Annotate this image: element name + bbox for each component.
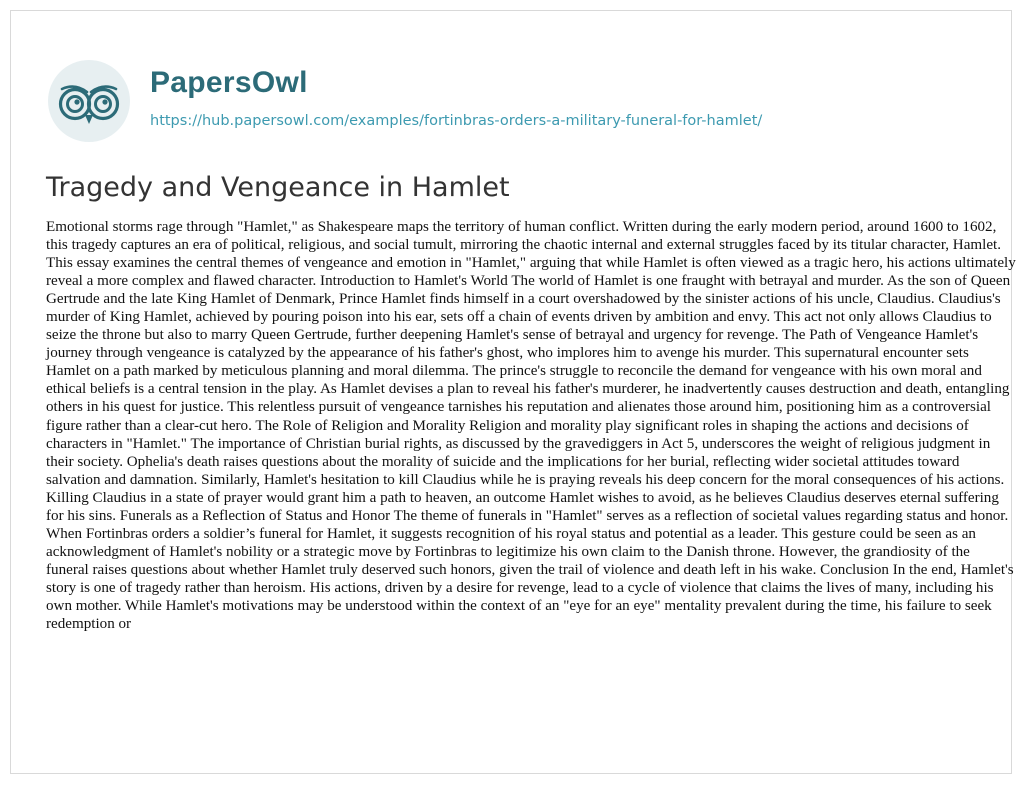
- brand-name: PapersOwl: [150, 66, 308, 99]
- brand-block: [150, 66, 763, 131]
- page-title: Tragedy and Vengeance in Hamlet: [46, 172, 510, 203]
- owl-eyes-logo-icon: [46, 58, 132, 144]
- article-body: Emotional storms rage through "Hamlet," as Shakespeare maps the territory of human conflict. Written during the early modern period, around 1600 to 1602, this tragedy captures an era of political, religious, and social tumult, mirroring the chaotic internal and external struggles faced by its titular character, Hamlet. This essay examines the central themes of vengeance and emotion in "Hamlet," arguing that while Hamlet is often viewed as a tragic hero, his actions ultimately reveal a more complex and flawed character. Introduction to Hamlet's World The world of Hamlet is one fraught with betrayal and murder. As the son of Queen Gertrude and the late King Hamlet of Denmark, Prince Hamlet finds himself in a court overshadowed by the sinister actions of his uncle, Claudius. Claudius's murder of King Hamlet, achieved by pouring poison into his ear, sets off a chain of events driven by ambition and envy. This act not only allows Claudius to seize the throne but also to marry Queen Gertrude, further deepening Hamlet's sense of betrayal and urgency for revenge. The Path of Vengeance Hamlet's journey through vengeance is catalyzed by the appearance of his father's ghost, who implores him to avenge his murder. This supernatural encounter sets Hamlet on a path marked by meticulous planning and moral dilemma. The prince's struggle to reconcile the demand for vengeance with his own moral and ethical beliefs is a central tension in the play. As Hamlet devises a plan to reveal his father's murderer, he inadvertently causes destruction and death, entangling others in his quest for justice. This relentless pursuit of vengeance tarnishes his reputation and alienates those around him, positioning him as a controversial figure rather than a clear-cut hero. The Role of Religion and Morality Religion and morality play significant roles in shaping the actions and decisions of characters in "Hamlet." The importance of Christian burial rights, as discussed by the gravediggers in Act 5, underscores the weight of religious judgment in their society. Ophelia's death raises questions about the morality of suicide and the implications for her burial, reflecting wider societal attitudes toward salvation and damnation. Similarly, Hamlet's hesitation to kill Claudius while he is praying reveals his deep concern for the moral consequences of his actions. Killing Claudius in a state of prayer would grant him a path to heaven, an outcome Hamlet wishes to avoid, as he believes Claudius deserves eternal suffering for his sins. Funerals as a Reflection of Status and Honor The theme of funerals in "Hamlet" serves as a reflection of societal values regarding status and honor. When Fortinbras orders a soldier’s funeral for Hamlet, it suggests recognition of his royal status and potential as a leader. This gesture could be seen as an acknowledgment of Hamlet's nobility or a strategic move by Fortinbras to legitimize his own claim to the Danish throne. However, the grandiosity of the funeral raises questions about whether Hamlet truly deserved such honors, given the trail of violence and death left in his wake. Conclusion In the end, Hamlet's story is one of tragedy rather than heroism. His actions, driven by a desire for revenge, lead to a cycle of violence that claims the lives of many, including his own mother. While Hamlet's motivations may be understood within the context of an "eye for an eye" mentality prevalent during the time, his failure to seek redemption or: [46, 219, 1016, 633]
- source-url-link[interactable]: https://hub.papersowl.com/examples/fortinbras-orders-a-military-funeral-for-hamlet/: [150, 113, 763, 129]
- brand-header: [46, 56, 762, 146]
